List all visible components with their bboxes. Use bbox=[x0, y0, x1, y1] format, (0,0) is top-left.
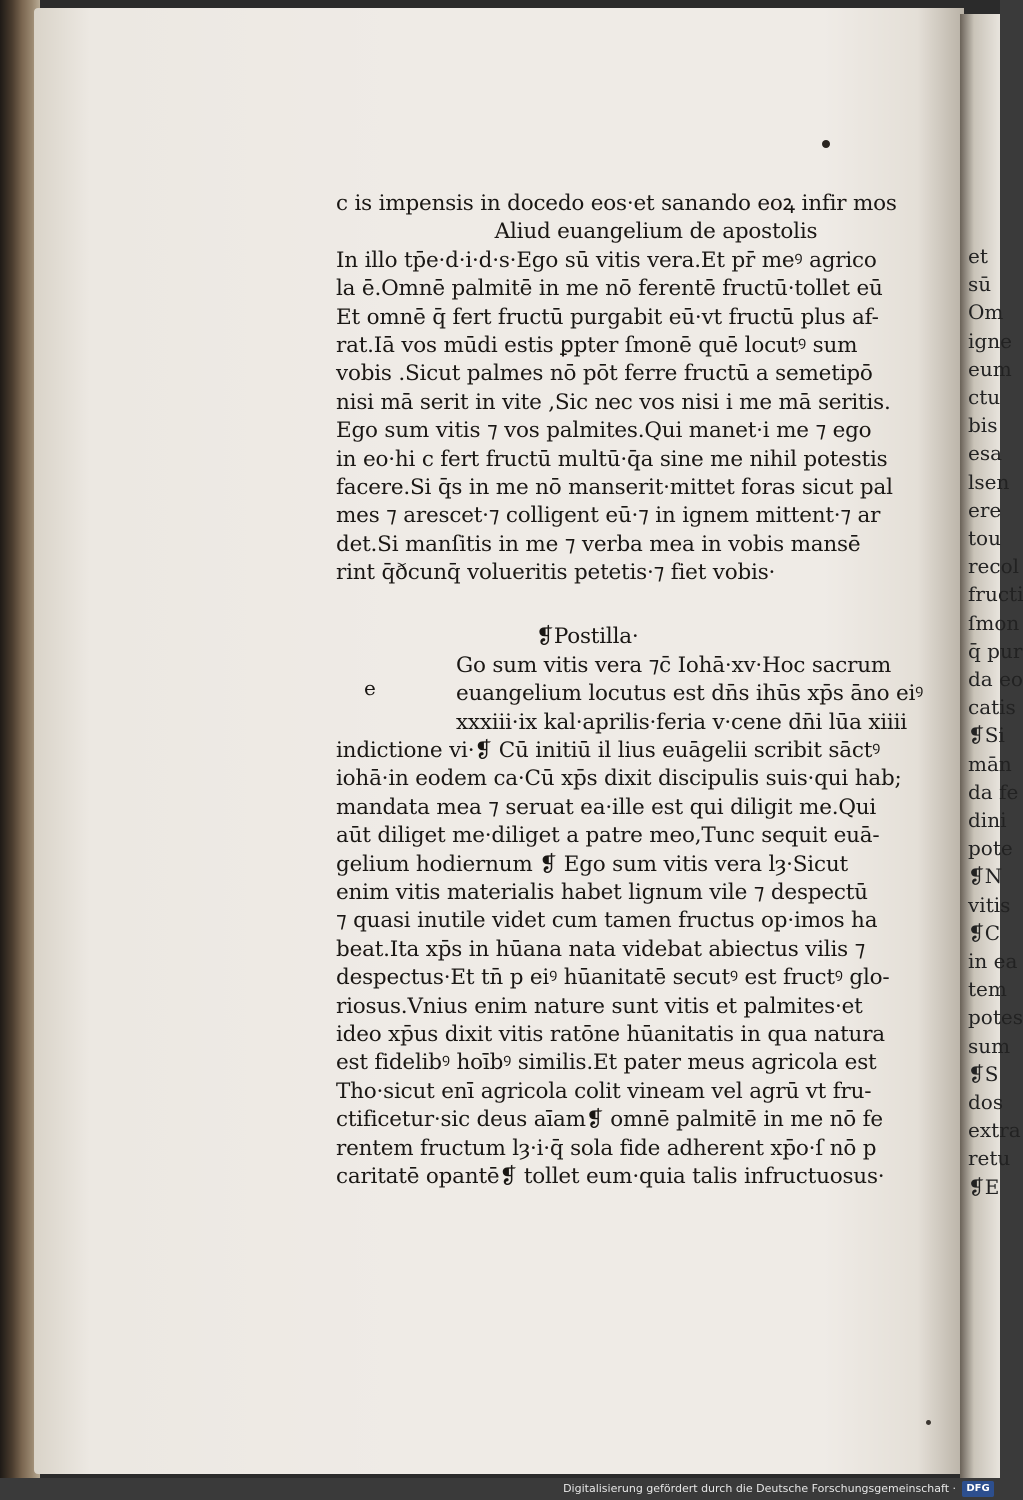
text-line: nisi mā serit in vite ,Sic nec vos nisi i me mā seritis. bbox=[336, 389, 891, 415]
text-line: ideo xp̄us dixit vitis ratōne hūanitatis in qua natura bbox=[336, 1021, 885, 1047]
text-line: caritatē opantē❡ tollet eum·quia talis infructuosus· bbox=[336, 1163, 885, 1189]
text-line: in eo·hi c fert fructū multū·q̄a sine me nihil potestis bbox=[336, 446, 888, 472]
facing-page-fragment: ❡S bbox=[968, 1061, 999, 1086]
facing-page-fragment: pote bbox=[968, 836, 1013, 861]
facing-page-fragment: Om bbox=[968, 300, 1004, 325]
text-line: In illo tp̄e·d·i·d·s·Ego sū vitis vera.Et pr̄ meꝰ agrico bbox=[336, 247, 877, 273]
facing-page-fragment: ſmon bbox=[968, 610, 1020, 635]
facing-page-fragment: ❡N bbox=[968, 864, 1003, 889]
postilla-heading: ❡Postilla· bbox=[536, 624, 639, 650]
facing-page-fragment: ❡Si bbox=[968, 723, 1005, 748]
spacer bbox=[336, 587, 916, 623]
facing-page-fragment: in ea bbox=[968, 949, 1018, 973]
facing-page-fragment: mān bbox=[968, 751, 1012, 776]
text-line: la ē.Omnē palmitē in me nō ferentē fructū·tollet eū bbox=[336, 276, 883, 302]
facing-page bbox=[960, 14, 1023, 1478]
text-line: despectus·Et tn̄ p eiꝰ hūanitatē secutꝰ est fructꝰ glo- bbox=[336, 965, 890, 991]
facing-page-fragment: eum bbox=[968, 356, 1012, 381]
facing-page-fragment: ctu bbox=[968, 385, 1001, 409]
funding-credit: Digitalisierung gefördert durch die Deutsche Forschungsgemeinschaft · bbox=[563, 1482, 956, 1495]
margin-letter: e bbox=[364, 676, 376, 700]
facing-page-fragment: potes bbox=[968, 1005, 1023, 1030]
text-line: rentem fructum lȝ·i·q̄ sola fide adherent xp̄o·ſ nō p bbox=[336, 1135, 877, 1161]
facing-page-fragment: lsen bbox=[968, 469, 1010, 494]
text-line: mandata mea ⁊ seruat ea·ille est qui diligit me.Qui bbox=[336, 794, 877, 820]
facing-page-fragment: sum bbox=[968, 1033, 1011, 1058]
text-line: euangelium locutus est dn̄s ihūs xp̄s āno eiꝰ bbox=[456, 681, 924, 707]
facing-page-fragment: recol bbox=[968, 554, 1020, 579]
text-line: Ego sum vitis ⁊ vos palmites.Qui manet·i me ⁊ ego bbox=[336, 418, 872, 444]
ink-dot-bottom bbox=[926, 1420, 931, 1425]
facing-page-fragment: tem bbox=[968, 977, 1007, 1002]
facing-page-fragment: vitis bbox=[968, 892, 1011, 917]
text-line: det.Si manſitis in me ⁊ verba mea in vobis mansē bbox=[336, 531, 861, 557]
facing-page-fragment: da fe bbox=[968, 779, 1019, 804]
footer-bar bbox=[0, 1478, 1000, 1500]
facing-page-fragment: ❡E bbox=[968, 1174, 1000, 1199]
facing-page-fragment: fructi bbox=[968, 582, 1023, 607]
facing-page-fragment: esa bbox=[968, 441, 1003, 466]
text-line: mes ⁊ arescet·⁊ colligent eū·⁊ in ignem mittent·⁊ ar bbox=[336, 503, 881, 529]
text-line: vobis .Sicut palmes nō pōt ferre fructū a semetipō bbox=[336, 361, 873, 387]
facing-page-fragment: q̄ pur bbox=[968, 638, 1023, 663]
ink-dot bbox=[822, 140, 830, 148]
text-line: Tho·sicut enī agricola colit vineam vel agrū vt fru- bbox=[336, 1078, 872, 1104]
facing-page-fragment: tou bbox=[968, 526, 1001, 550]
text-line: c is impensis in docedo eos·et sanando eoꝝ infir mos bbox=[336, 191, 897, 216]
text-line: xxxiii·ix kal·aprilis·feria v·cene dn̄i lūa xiiii bbox=[456, 709, 907, 735]
text-line: riosus.Vnius enim nature sunt vitis et palmites·et bbox=[336, 993, 863, 1019]
facing-page-fragment: extra bbox=[968, 1118, 1021, 1143]
facing-page-fragment: retu bbox=[968, 1146, 1011, 1171]
facing-page-fragment: ❡C bbox=[968, 920, 1001, 945]
facing-page-fragment: igne bbox=[968, 328, 1012, 353]
text-line: rat.Iā vos mūdi estis ꝑpter ſmonē quē locutꝰ sum bbox=[336, 332, 858, 358]
facing-page-fragment: dos bbox=[968, 1090, 1004, 1114]
facing-page-fragment: catis bbox=[968, 695, 1016, 720]
text-column bbox=[336, 190, 924, 1191]
text-line: gelium hodiernum ❡ Ego sum vitis vera lȝ·Sicut bbox=[336, 851, 848, 877]
text-line: iohā·in eodem ca·Cū xp̄s dixit discipulis suis·qui hab; bbox=[336, 766, 902, 792]
text-line: est fidelibꝰ hoībꝰ similis.Et pater meus agricola est bbox=[336, 1050, 877, 1076]
text-line: ⁊ quasi inutile videt cum tamen fructus op·imos ha bbox=[336, 908, 878, 934]
text-line: Go sum vitis vera ⁊c̄ Iohā·xv·Hoc sacrum bbox=[456, 652, 892, 678]
dfg-logo: DFG bbox=[962, 1481, 994, 1497]
text-line: aūt diliget me·diliget a patre meo,Tunc sequit euā- bbox=[336, 823, 880, 849]
text-line: Et omnē q̄ fert fructū purgabit eū·vt fructū plus af- bbox=[336, 304, 879, 330]
text-line: indictione vi·❡ Cū initiū il lius euāgelii scribit sāctꝰ bbox=[336, 738, 881, 764]
facing-page-fragment: ere bbox=[968, 497, 1002, 522]
facing-page-fragment: bis bbox=[968, 413, 998, 438]
text-line: enim vitis materialis habet lignum vile ⁊ despectū bbox=[336, 879, 868, 905]
facing-page-fragment: sū bbox=[968, 272, 992, 297]
facing-page-fragment: et bbox=[968, 244, 988, 268]
text-line: beat.Ita xp̄s in hūana nata videbat abiectus vilis ⁊ bbox=[336, 936, 866, 962]
section-heading: Aliud euangelium de apostolis bbox=[494, 219, 818, 245]
facing-page-fragment: dini bbox=[968, 808, 1007, 832]
text-line: facere.Si q̄s in me nō manserit·mittet foras sicut pal bbox=[336, 474, 893, 500]
facing-page-fragment: da eo bbox=[968, 667, 1023, 691]
text-line: ctificetur·sic deus aīam❡ omnē palmitē in me nō fe bbox=[336, 1107, 883, 1133]
text-line: rint q̄ðcunq̄ volueritis petetis·⁊ fiet vobis· bbox=[336, 560, 776, 586]
